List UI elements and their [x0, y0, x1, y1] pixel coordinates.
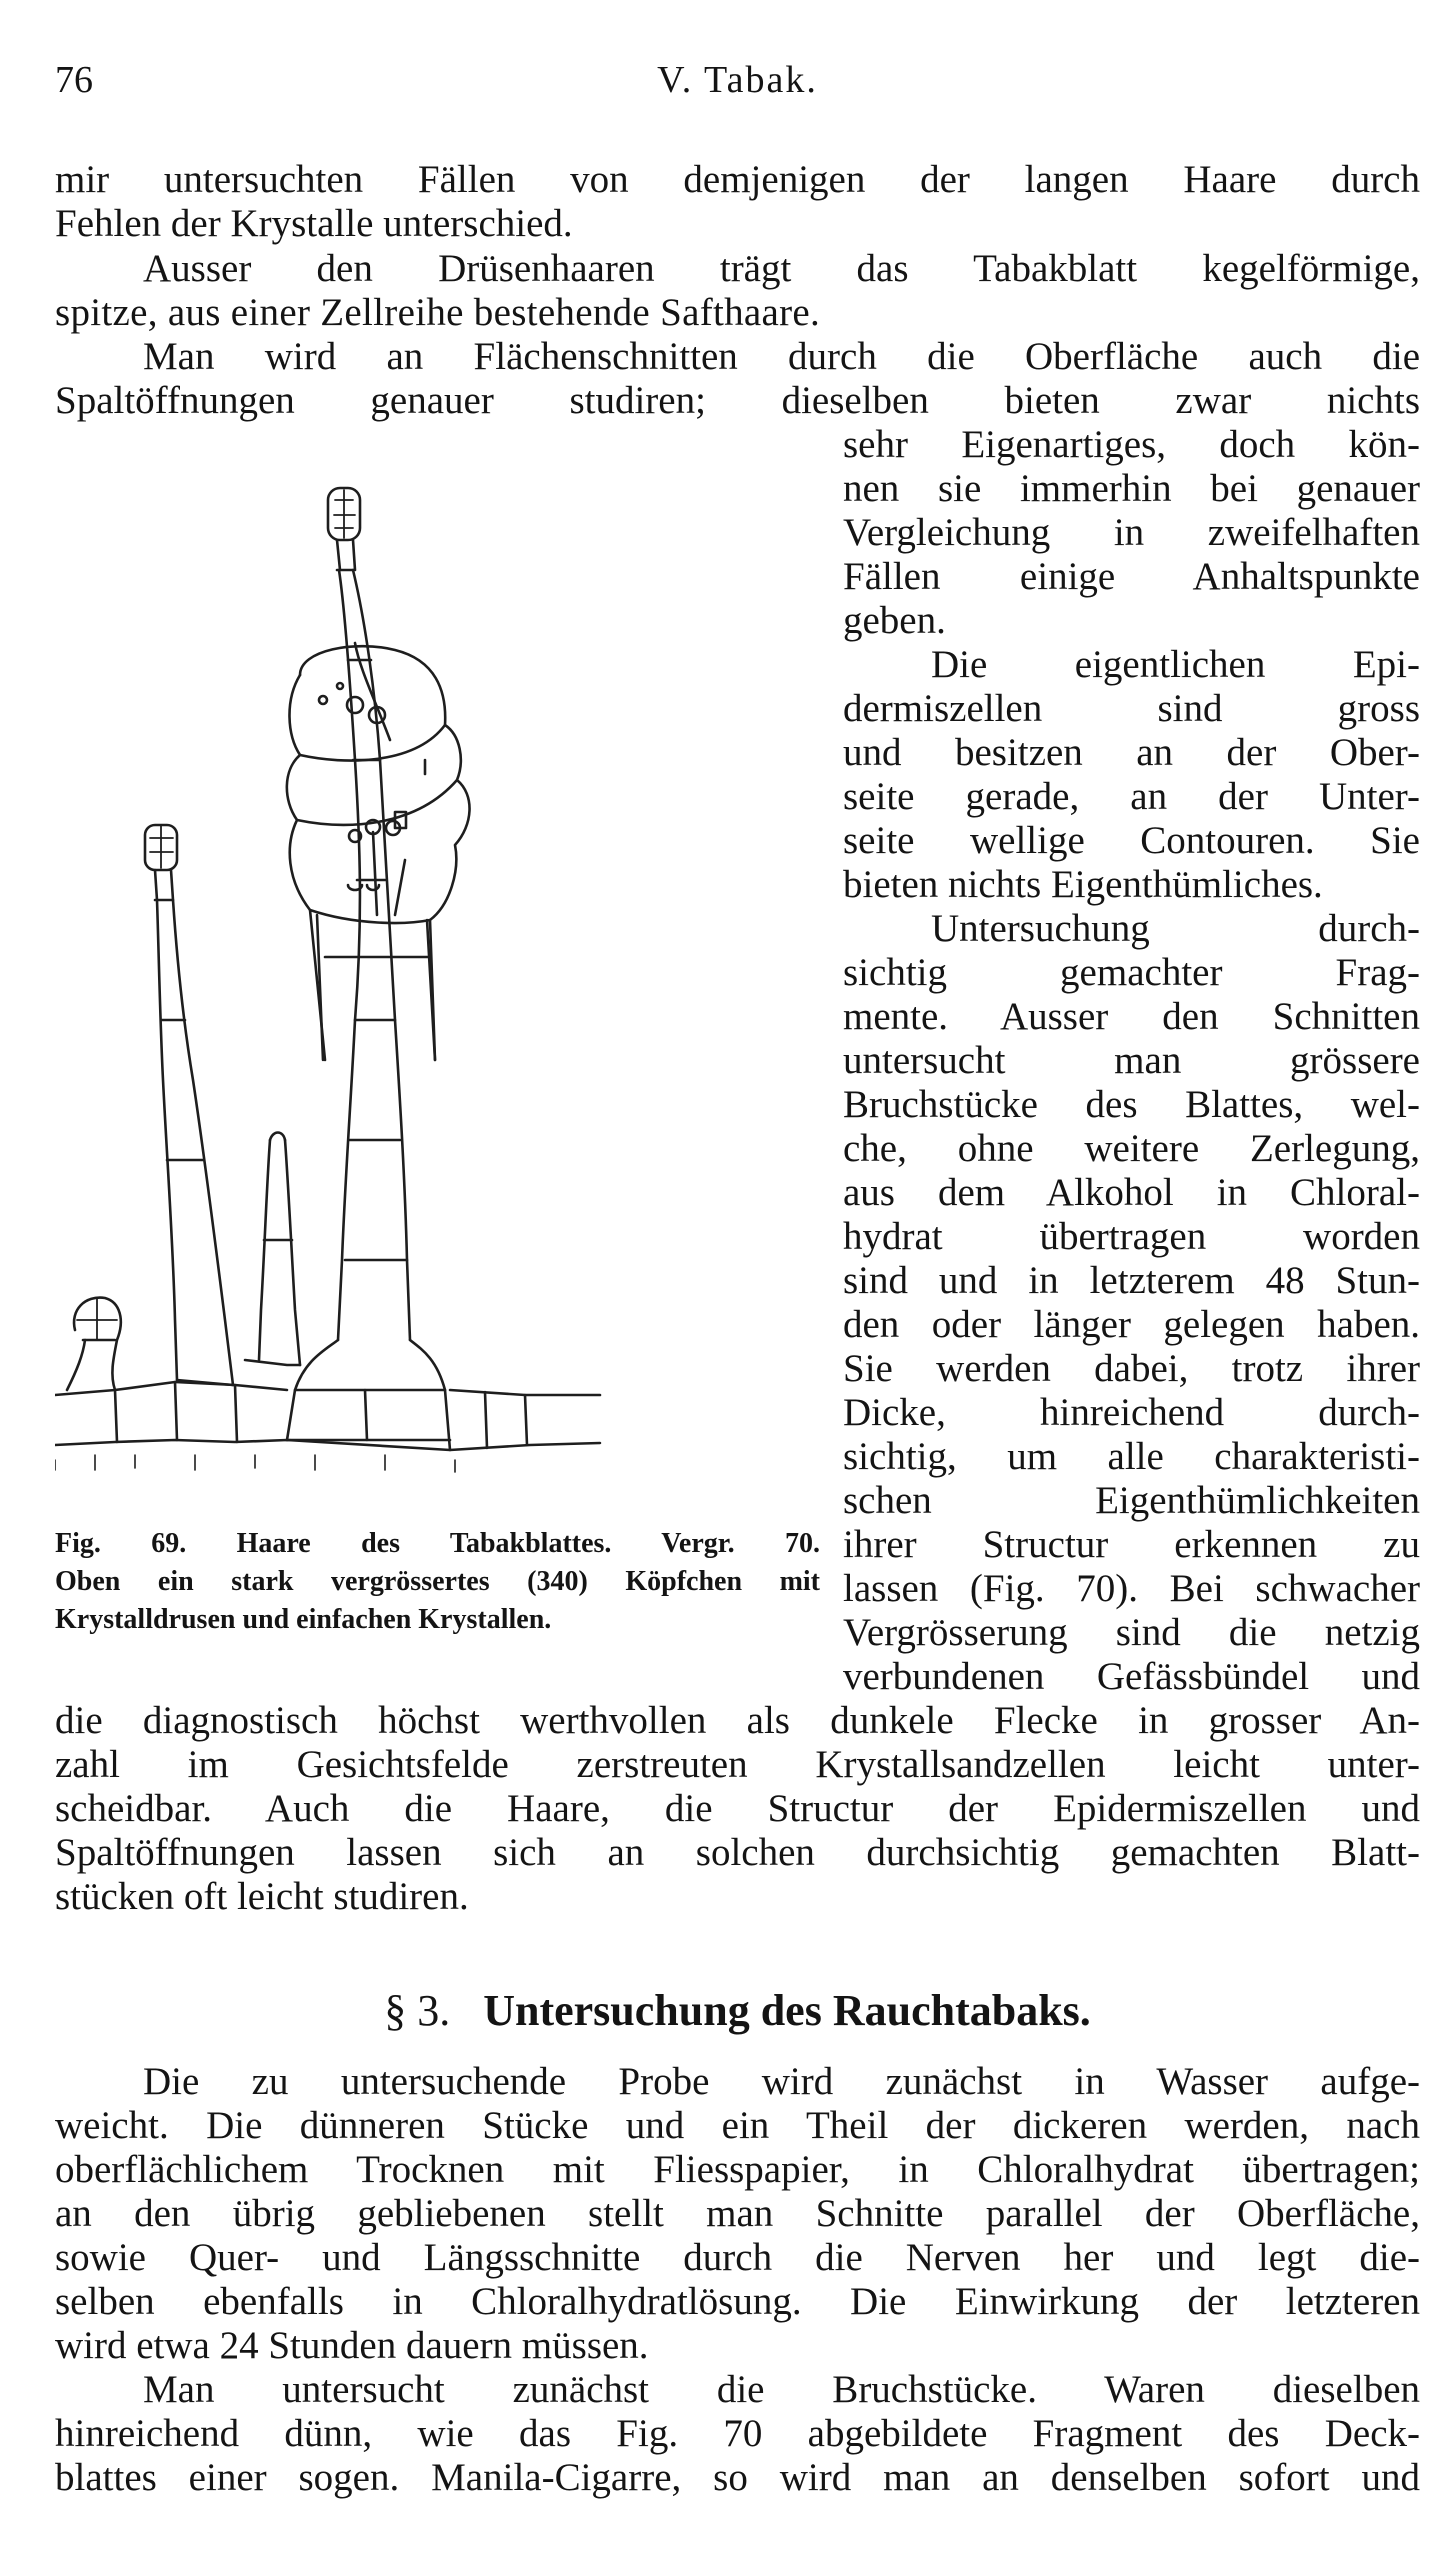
text-line: selben ebenfalls in Chloralhydratlösung. Die Einwirkung der letzteren: [55, 2280, 1420, 2323]
tall-hair-left: [145, 825, 233, 1385]
text-line: Ausser den Drüsenhaaren trägt das Tabakblatt kegelförmige,: [143, 247, 1420, 290]
text-line: Man untersucht zunächst die Bruchstücke. Waren dieselben: [143, 2368, 1420, 2411]
text-line: dermiszellen sind gross: [843, 687, 1420, 730]
text-line: seite gerade, an der Unter-: [843, 775, 1420, 818]
text-line: Man wird an Flächenschnitten durch die Oberfläche auch die: [143, 335, 1420, 378]
text-line: Sie werden dabei, trotz ihrer: [843, 1347, 1420, 1390]
text-line: sehr Eigenartiges, doch kön-: [843, 423, 1420, 466]
text-line: ihrer Structur erkennen zu: [843, 1523, 1420, 1566]
epidermis-cells: [55, 1360, 600, 1472]
text-line: Die eigentlichen Epi-: [931, 643, 1420, 686]
small-hair-right: [259, 1133, 300, 1366]
text-line: che, ohne weitere Zerlegung,: [843, 1127, 1420, 1170]
text-line: sichtig, um alle charakteristi-: [843, 1435, 1420, 1478]
text-line: geben.: [843, 599, 946, 642]
text-line: hinreichend dünn, wie das Fig. 70 abgebildete Fragment des Deck-: [55, 2412, 1420, 2455]
text-line: aus dem Alkohol in Chloral-: [843, 1171, 1420, 1214]
text-line: Vergrösserung sind die netzig: [843, 1611, 1420, 1654]
text-line: Spaltöffnungen genauer studiren; dieselben bieten zwar nichts: [55, 379, 1420, 422]
text-line: schen Eigenthümlichkeiten: [843, 1479, 1420, 1522]
figure-caption-line: Krystalldrusen und einfachen Krystallen.: [55, 1604, 552, 1635]
text-line: Spaltöffnungen lassen sich an solchen durchsichtig gemachten Blatt-: [55, 1831, 1420, 1874]
hairs-drawing: [55, 460, 820, 1520]
text-line: verbundenen Gefässbündel und: [843, 1655, 1420, 1698]
tall-hair-right: [287, 488, 450, 1450]
text-line: den oder länger gelegen haben.: [843, 1303, 1420, 1346]
figure-caption-line: Oben ein stark vergrössertes (340) Köpfchen mit: [55, 1566, 820, 1597]
text-line: nen sie immerhin bei genauer: [843, 467, 1420, 510]
text-line: Bruchstücke des Blattes, wel-: [843, 1083, 1420, 1126]
text-line: seite wellige Contouren. Sie: [843, 819, 1420, 862]
text-line: blattes einer sogen. Manila-Cigarre, so wird man an denselben sofort und: [55, 2456, 1420, 2499]
text-line: Untersuchung durch-: [931, 907, 1420, 950]
text-line: und besitzen an der Ober-: [843, 731, 1420, 774]
text-line: spitze, aus einer Zellreihe bestehende Safthaare.: [55, 291, 821, 334]
text-line: Fällen einige Anhaltspunkte: [843, 555, 1420, 598]
page-number: 76: [55, 59, 93, 101]
enlarged-head: [287, 643, 470, 1060]
text-line: hydrat übertragen worden: [843, 1215, 1420, 1258]
text-line: bieten nichts Eigenthümliches.: [843, 863, 1323, 906]
text-line: oberflächlichem Trocknen mit Fliesspapier, in Chloralhydrat übertragen;: [55, 2148, 1420, 2191]
page-header: [55, 58, 1420, 108]
short-hair-left: [67, 1298, 121, 1390]
text-line: sichtig gemachter Frag-: [843, 951, 1420, 994]
text-line: untersucht man grössere: [843, 1039, 1420, 1082]
text-line: Vergleichung in zweifelhaften: [843, 511, 1420, 554]
text-line: Fehlen der Krystalle unterschied.: [55, 202, 573, 245]
text-line: scheidbar. Auch die Haare, die Structur der Epidermiszellen und: [55, 1787, 1420, 1830]
section-title: Untersuchung des Rauchtabaks.: [483, 1986, 1091, 2035]
text-line: lassen (Fig. 70). Bei schwacher: [843, 1567, 1420, 1610]
text-line: weicht. Die dünneren Stücke und ein Theil der dickeren werden, nach: [55, 2104, 1420, 2147]
text-line: die diagnostisch höchst werthvollen als dunkele Flecke in grosser An-: [55, 1699, 1420, 1742]
text-line: stücken oft leicht studiren.: [55, 1875, 469, 1918]
text-line: Dicke, hinreichend durch-: [843, 1391, 1420, 1434]
text-line: wird etwa 24 Stunden dauern müssen.: [55, 2324, 649, 2367]
text-line: sowie Quer- und Längsschnitte durch die Nerven her und legt die-: [55, 2236, 1420, 2279]
figure-hairs-illustration: [55, 460, 820, 1530]
figure-caption-line: Fig. 69. Haare des Tabakblattes. Vergr. 70.: [55, 1528, 820, 1559]
text-line: sind und in letzterem 48 Stun-: [843, 1259, 1420, 1302]
section-heading: [55, 1985, 1420, 2041]
text-line: an den übrig gebliebenen stellt man Schnitte parallel der Oberfläche,: [55, 2192, 1420, 2235]
running-head: V. Tabak.: [657, 59, 818, 101]
text-line: Die zu untersuchende Probe wird zunächst in Wasser aufge-: [143, 2060, 1420, 2103]
text-line: mir untersuchten Fällen von demjenigen der langen Haare durch: [55, 158, 1420, 201]
text-line: mente. Ausser den Schnitten: [843, 995, 1420, 1038]
section-number: § 3.: [384, 1986, 451, 2035]
text-line: zahl im Gesichtsfelde zerstreuten Krystallsandzellen leicht unter-: [55, 1743, 1420, 1786]
